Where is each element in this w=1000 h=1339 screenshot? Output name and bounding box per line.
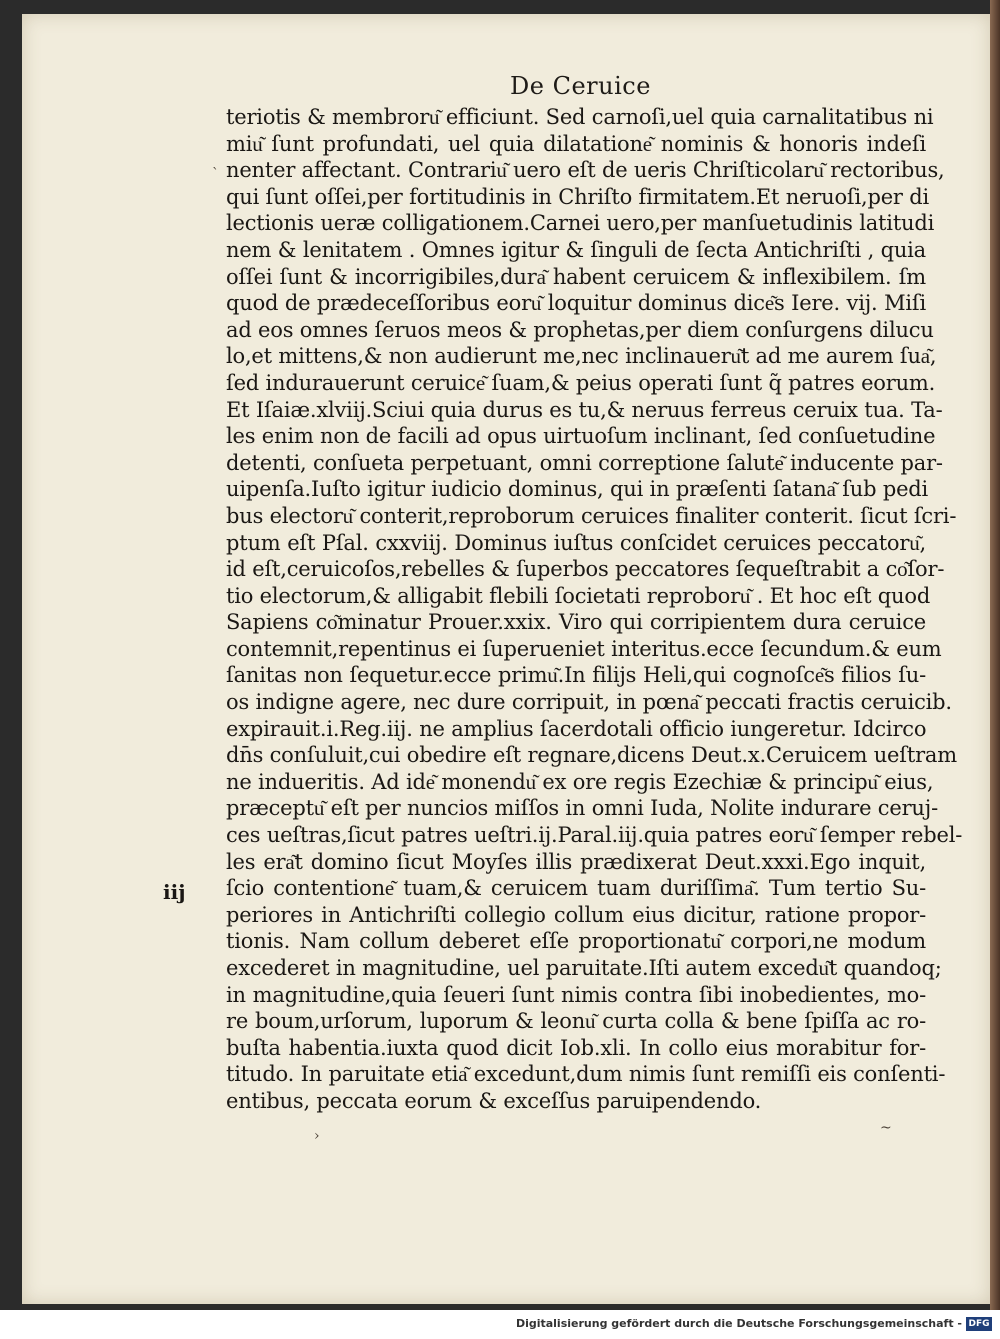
text-line: qui ſunt oſſei,per fortitudinis in Chriſto firmitatem.Et neruoſi,per di <box>226 184 929 209</box>
text-line: os indigne agere, nec dure corripuit, in pœna͂ peccati fractis ceruicib. <box>226 690 952 715</box>
text-line: les enim non de facili ad opus uirtuoſum inclinant, ſed conſuetudine <box>226 424 936 449</box>
text-line: tionis. Nam collum deberet eſſe proportionatu͂ corpori,ne modum <box>226 929 926 954</box>
text-line: periores in Antichriſti collegio collum eius dicitur, ratione propor- <box>226 902 926 927</box>
text-line: les era͂t domino ſicut Moyſes illis prædixerat Deut.xxxi.Ego inquit, <box>226 849 926 874</box>
digitization-footer <box>0 1310 1000 1339</box>
text-line: ſanitas non ſequetur.ecce primu͂.In filijs Heli,qui cognoſce͂s filios ſu- <box>226 663 926 688</box>
text-line: in magnitudine,quia ſeueri ſunt nimis contra ſibi inobedientes, mo- <box>226 982 926 1007</box>
margin-mark: ~ <box>880 1120 892 1136</box>
text-line: Et Iſaiæ.xlviij.Sciui quia durus es tu,& neruus ferreus ceruix tua. Ta- <box>226 397 943 422</box>
text-line: contemnit,repentinus ei ſuperueniet interitus.ecce ſecundum.& eum <box>226 636 942 661</box>
text-line: ſed indurauerunt ceruice͂ ſuam,& peius operati ſunt q̃ patres eorum. <box>226 370 936 395</box>
text-line: teriotis & membroru͂ efficiunt. Sed carnoſi,uel quia carnalitatibus ni <box>226 105 934 129</box>
text-line: nenter affectant. Contrariu͂ uero eſt de ueris Chriſticolaru͂ rectoribus, <box>226 158 945 183</box>
running-head: De Ceruice <box>510 72 651 100</box>
text-line: nem & lenitatem . Omnes igitur & ſinguli de ſecta Antichriſti , quia <box>226 237 926 262</box>
text-line: dn̄s conſuluit,cui obedire eſt regnare,dicens Deut.x.Ceruicem ueſtram <box>226 743 957 768</box>
text-line: re boum,urſorum, luporum & leonu͂ curta colla & bene ſpiſſa ac ro- <box>226 1009 926 1034</box>
text-line: tio electorum,& alligabit flebili ſocietati reproboru͂ . Et hoc eſt quod <box>226 583 931 608</box>
text-line: excederet in magnitudine, uel paruitate.Iſti autem excedu͂t quandoq; <box>226 956 942 980</box>
text-line: ptum eſt Pſal. cxxviij. Dominus iuſtus conſcidet ceruices peccatoru͂, <box>226 530 926 555</box>
text-line: ſcio contentione͂ tuam,& ceruicem tuam duriſſima͂. Tum tertio Su- <box>226 876 926 901</box>
text-line: id eſt,ceruicoſos,rebelles & ſuperbos peccatores ſequeſtrabit a co͂ſor- <box>226 557 945 582</box>
text-line: titudo. In paruitate etia͂ excedunt,dum nimis ſunt remiſſi eis conſenti- <box>226 1062 946 1087</box>
text-line: oſſei ſunt & incorrigibiles,dura͂ habent ceruicem & inflexibilem. ſm <box>226 264 926 289</box>
text-line: ad eos omnes ſeruos meos & prophetas,per diem conſurgens dilucu <box>226 317 934 342</box>
page-edge <box>990 0 1000 1310</box>
text-line: Sapiens co͂minatur Prouer.xxix. Viro qui corripientem dura ceruice <box>226 610 926 635</box>
text-line: buſta habentia.iuxta quod dicit Iob.xli. In collo eius morabitur for- <box>226 1035 926 1060</box>
text-line: miu͂ ſunt profundati, uel quia dilatatione͂ nominis & honoris indeſi <box>226 131 926 156</box>
text-block <box>226 104 963 1115</box>
text-line: entibus, peccata eorum & exceſſus paruipendendo. <box>226 1088 762 1113</box>
footer-credit: Digitalisierung gefördert durch die Deutsche Forschungsgemeinschaft - <box>515 1317 962 1330</box>
text-line: bus electoru͂ conterit,reproborum ceruices finaliter conterit. ſicut ſcri- <box>226 503 957 528</box>
signature-mark: iij <box>163 880 186 904</box>
text-line: lectionis ueræ colligationem.Carnei uero,per manſuetudinis latitudi <box>226 211 935 236</box>
margin-mark: ˋ <box>212 166 219 182</box>
text-line: uipenſa.Iuſto igitur iudicio dominus, qui in præſenti ſatana͂ ſub pedi <box>226 477 929 502</box>
text-line: ne indueritis. Ad ide͂ monendu͂ ex ore regis Ezechiæ & principu͂ eius, <box>226 769 934 794</box>
margin-mark: › <box>314 1128 320 1144</box>
text-line: ces ueſtras,ſicut patres ueſtri.ij.Paral.iij.quia patres eoru͂ ſemper rebel- <box>226 823 963 848</box>
text-line: lo,et mittens,& non audierunt me,nec inclinaueru͂t ad me aurem ſua͂, <box>226 344 937 369</box>
dfg-logo: DFG <box>966 1317 992 1331</box>
text-line: expirauit.i.Reg.iij. ne amplius ſacerdotali officio iungeretur. Idcirco <box>226 716 927 741</box>
text-line: quod de prædeceſſoribus eoru͂ loquitur dominus dice͂s Iere. vij. Miſi <box>226 291 926 316</box>
text-line: præceptu͂ eſt per nuncios miſſos in omni Iuda, Nolite indurare ceruj- <box>226 796 938 821</box>
text-line: detenti, conſueta perpetuant, omni correptione ſalute͂ inducente par- <box>226 450 943 475</box>
